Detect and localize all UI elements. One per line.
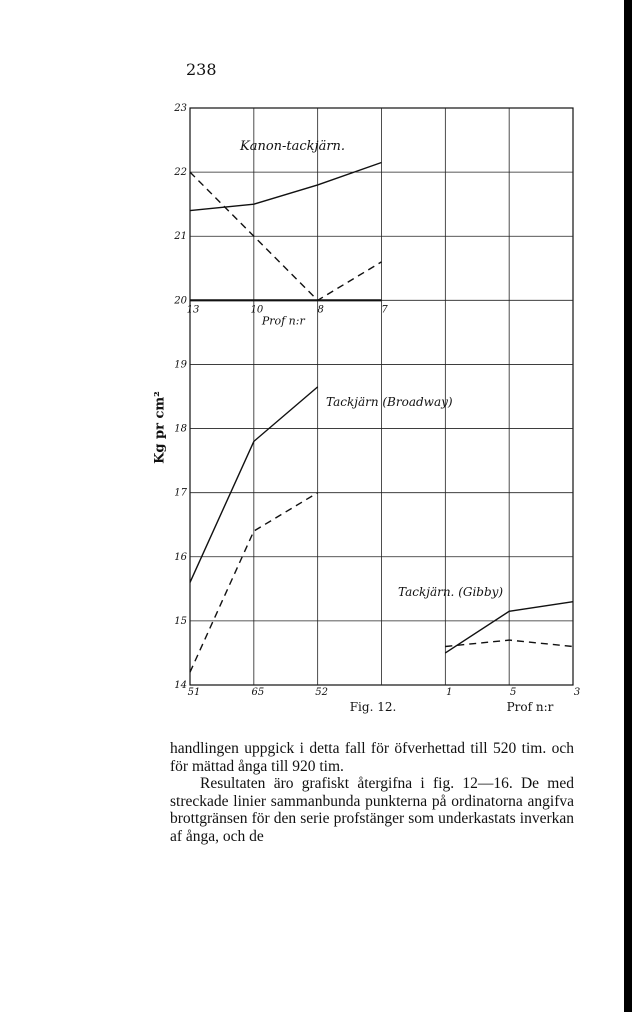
body-text (170, 740, 574, 845)
y-tick-label: 20 (174, 295, 187, 307)
paragraph-1: handlingen uppgick i detta fall för öfverhettad till 520 tim. och för mättad ånga till 920 tim. (170, 740, 574, 775)
inset-axis-label: Prof n:r (261, 314, 305, 328)
x-tick-label: 52 (315, 687, 329, 698)
series-solid-line (190, 163, 382, 211)
x-tick-label: 65 (251, 687, 265, 698)
y-tick-label: 23 (174, 103, 187, 114)
inset-tick-label: 7 (381, 304, 388, 316)
y-tick-label: 17 (174, 487, 187, 499)
y-axis-title (150, 380, 174, 480)
x-tick-label: 3 (573, 687, 581, 698)
inset-tick-label: 8 (317, 304, 324, 316)
paragraph-2: Resultaten äro grafiskt återgifna i fig. 12—16. De med streckade linier sammanbunda punkterna på ordinatorna angifva brottgränsen för den serie profstänger som underkastats inverkan af ånga, och de (170, 775, 574, 845)
y-tick-label: 14 (174, 680, 187, 691)
inset-tick-label: 13 (186, 304, 200, 316)
figure-caption: Fig. 12. (349, 700, 397, 714)
page-number: 238 (186, 60, 217, 79)
x-axis-title: Prof n:r (506, 700, 554, 714)
group-label-gibby: Tackjärn. (Gibby) (398, 585, 504, 599)
y-tick-label: 19 (174, 359, 187, 371)
y-tick-label: 15 (174, 615, 187, 627)
y-tick-label: 16 (174, 551, 187, 563)
inset-tick-label: 10 (250, 304, 264, 316)
x-tick-label: 51 (187, 687, 201, 698)
x-tick-label: 5 (509, 687, 517, 698)
group-label-broadway: Tackjärn (Broadway) (326, 395, 453, 409)
y-axis-title-text: Kg pr cm² (152, 391, 168, 464)
x-tick-label: 1 (446, 687, 453, 698)
y-tick-label: 22 (174, 167, 187, 179)
group-label-kanon: Kanon-tackjärn. (240, 139, 346, 154)
y-tick-label: 18 (174, 423, 187, 435)
y-tick-label: 21 (174, 231, 187, 243)
